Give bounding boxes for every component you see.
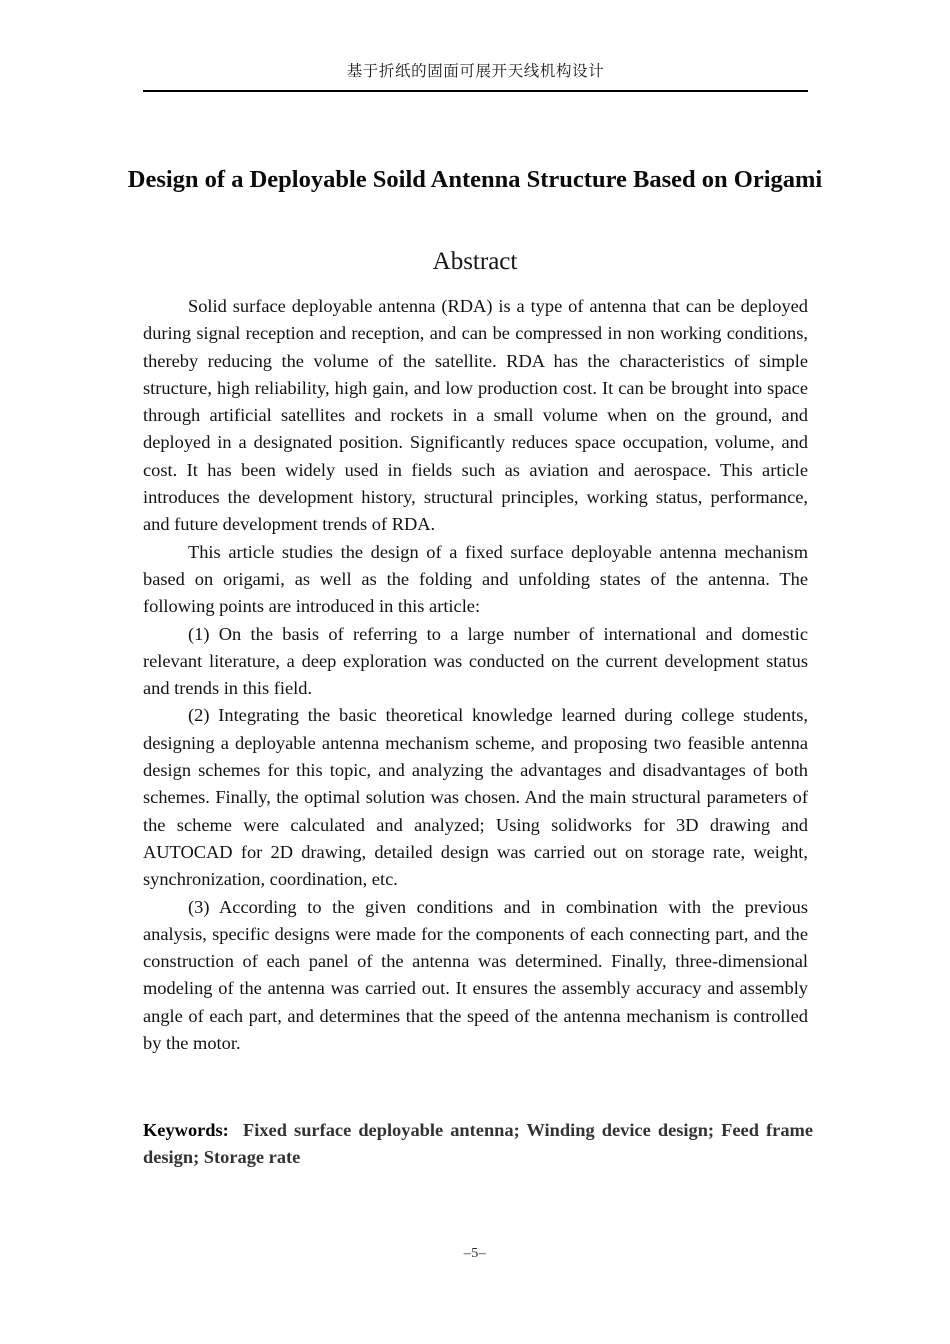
abstract-paragraph: Solid surface deployable antenna (RDA) is a type of antenna that can be deployed during signal reception and reception, and can be compressed in non working conditions, thereby reducing the volume of the satellite. RDA has the characteristics of simple structure, high reliability, high gain, and low production cost. It can be brought into space through artificial satellites and rockets in a small volume when on the ground, and deployed in a designated position. Significantly reduces space occupation, volume, and cost. It has been widely used in fields such as aviation and aerospace. This article introduces the development history, structural principles, working status, performance, and future development trends of RDA.: [143, 296, 808, 535]
keywords-value: Fixed surface deployable antenna; Winding device design; Feed frame design; Storage rate: [143, 1120, 813, 1167]
abstract-section-heading: Abstract: [432, 247, 518, 275]
abstract-paragraph: (1) On the basis of referring to a large number of international and domestic relevant literature, a deep exploration was conducted on the current development status and trends in this field.: [143, 623, 808, 699]
keywords-section: [143, 1117, 813, 1171]
keywords-label: Keywords:: [143, 1120, 229, 1140]
abstract-paragraph: (2) Integrating the basic theoretical knowledge learned during college students, designing a deployable antenna mechanism scheme, and proposing two feasible antenna design schemes for this topic, and analyzing the advantages and disadvantages of both schemes. Finally, the optimal solution was chosen. And the main structural parameters of the scheme were calculated and analyzed; Using solidworks for 3D drawing and AUTOCAD for 2D drawing, detailed design was carried out on storage rate, weight, synchronization, coordination, etc.: [143, 705, 808, 890]
abstract-body: [143, 293, 808, 1057]
abstract-paragraph: (3) According to the given conditions and in combination with the previous analysis, specific designs were made for the components of each connecting part, and the construction of each panel of the antenna was determined. Finally, three-dimensional modeling of the antenna was carried out. It ensures the assembly accuracy and assembly angle of each part, and determines that the speed of the antenna mechanism is controlled by the motor.: [143, 896, 808, 1054]
abstract-paragraph: This article studies the design of a fixed surface deployable antenna mechanism based on origami, as well as the folding and unfolding states of the antenna. The following points are introduced in this article:: [143, 541, 808, 617]
page-title: Design of a Deployable Soild Antenna Structure Based on Origami: [127, 166, 823, 194]
running-header-title: 基于折纸的固面可展开天线机构设计: [346, 62, 605, 80]
page-number: –5–: [463, 1246, 487, 1261]
running-header: [143, 60, 808, 92]
header-divider: [143, 90, 808, 92]
